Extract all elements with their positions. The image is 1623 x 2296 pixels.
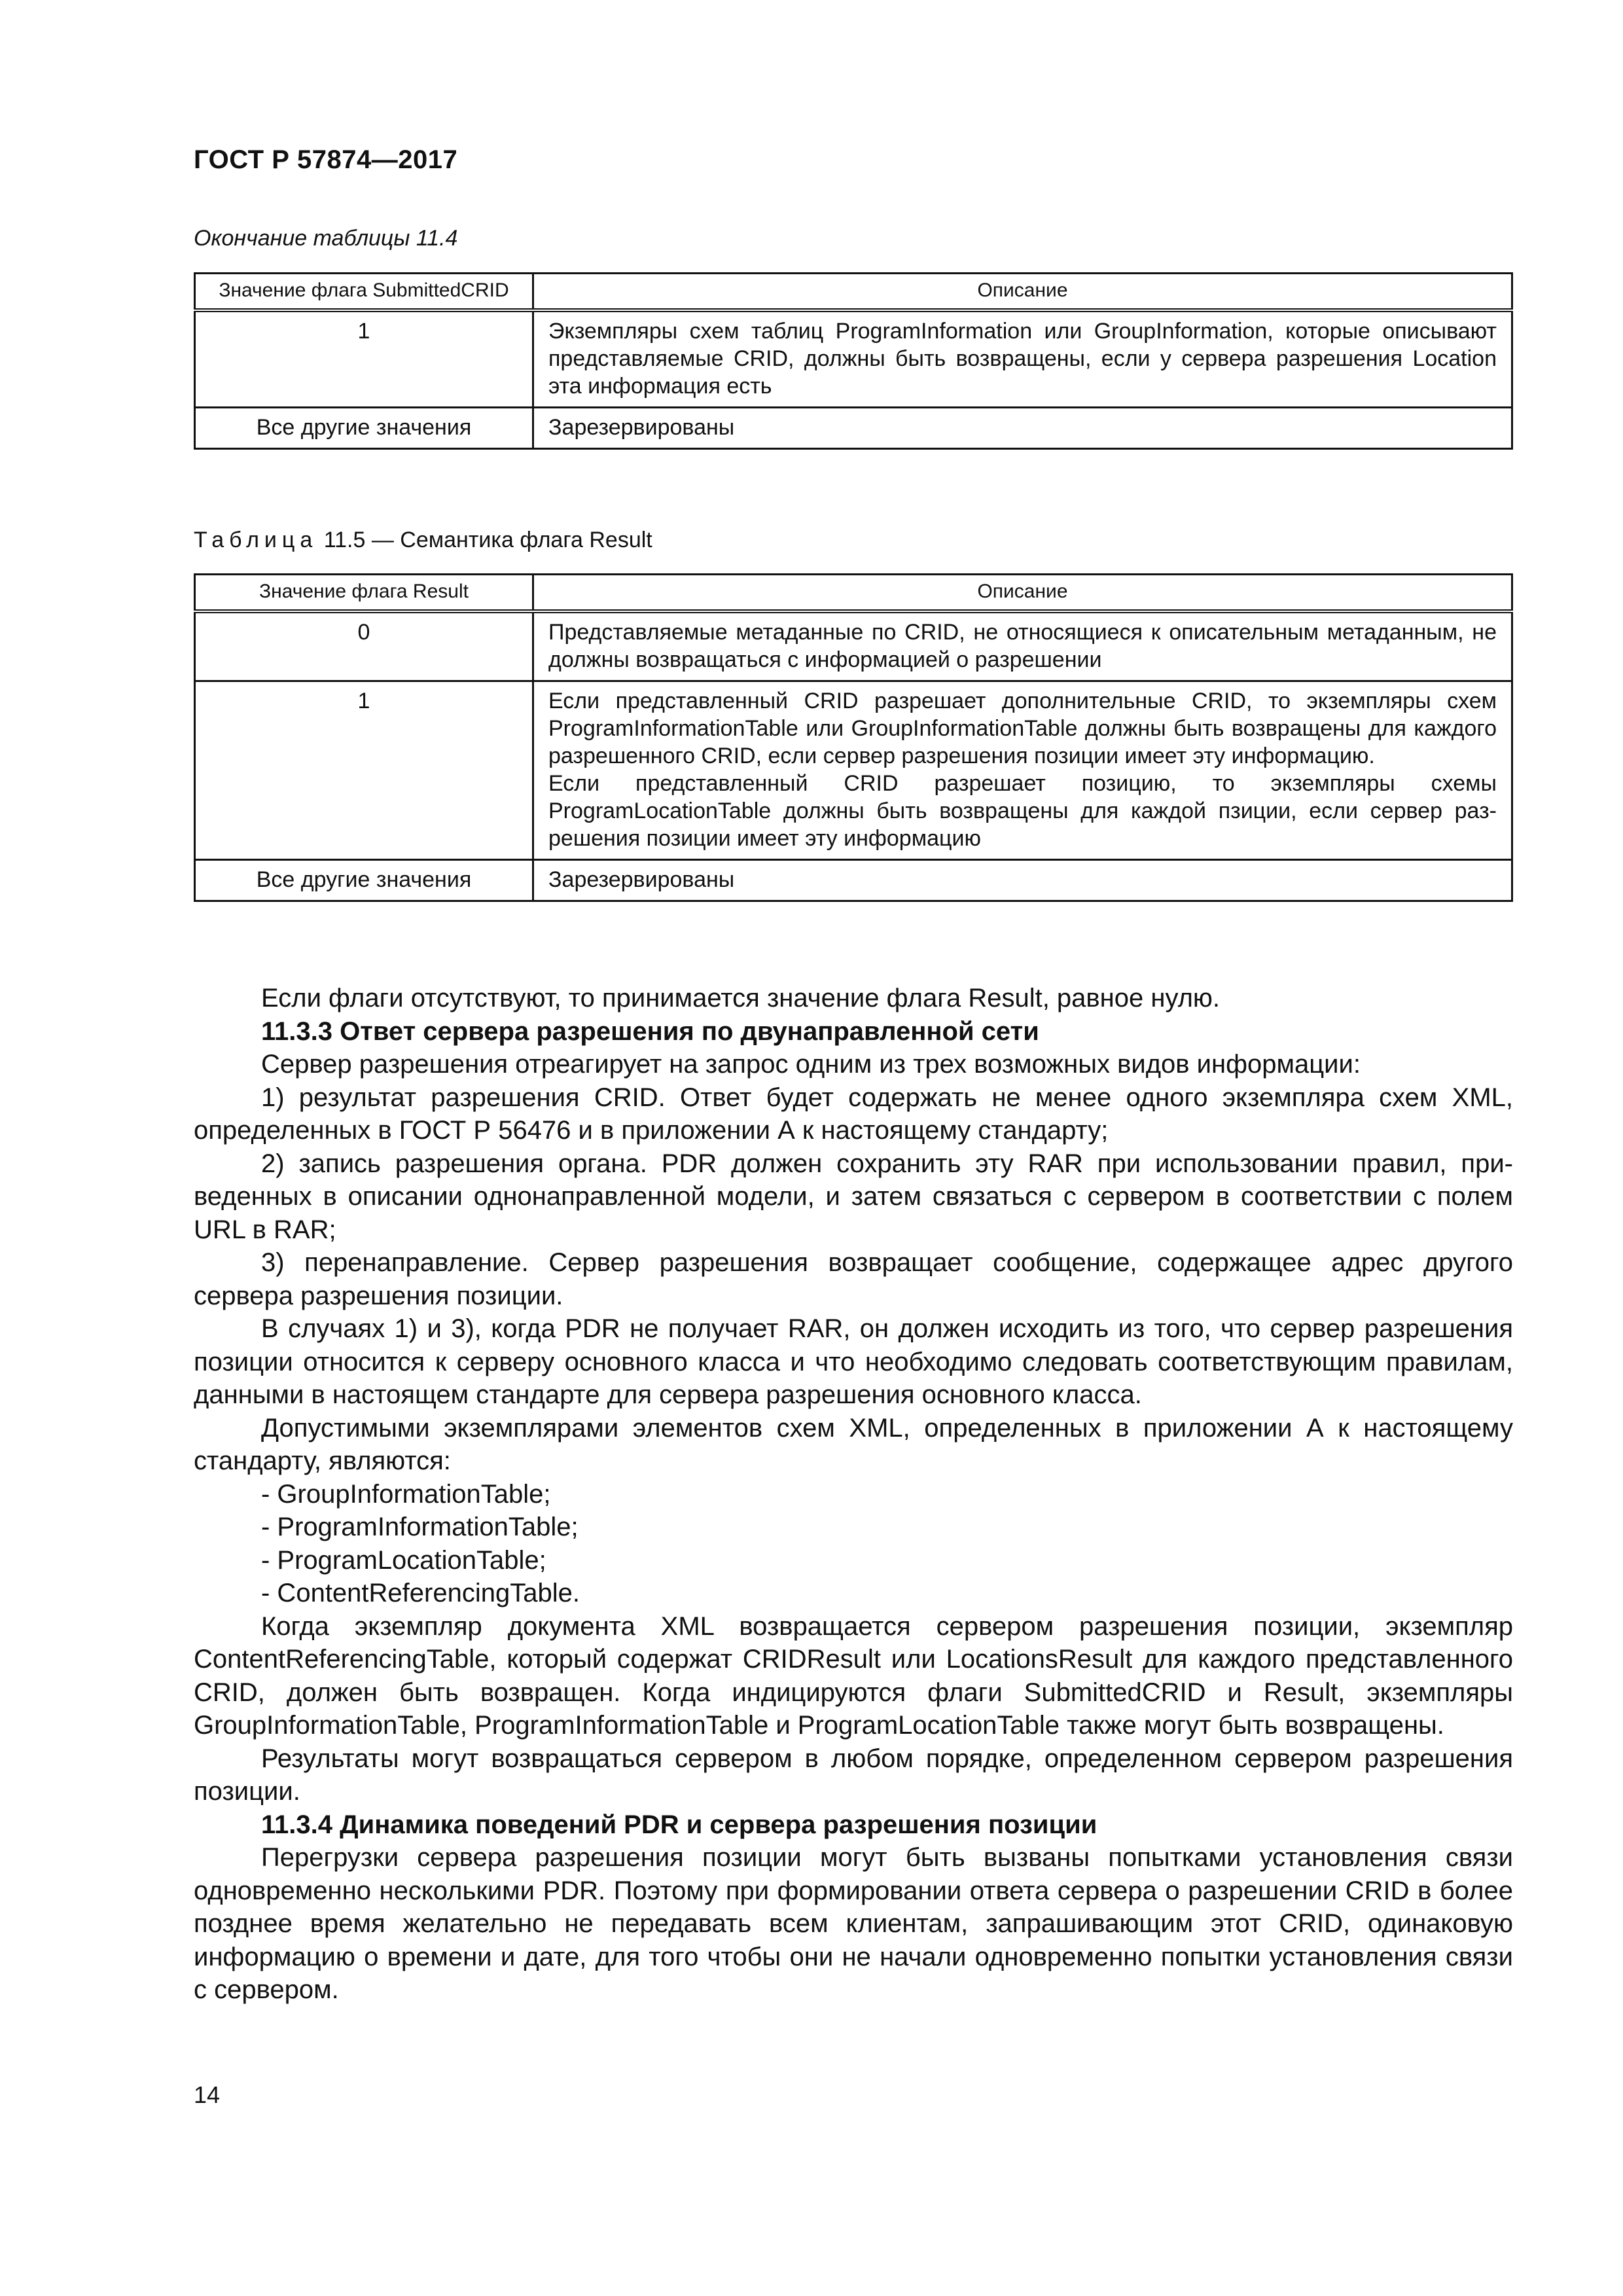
list-item: - ProgramInformationTable; [261, 1513, 579, 1541]
column-header-flag-value: Значение флага SubmittedCRID [195, 274, 533, 311]
list-item: - ProgramLocationTable; [261, 1545, 546, 1575]
table-row [195, 611, 1512, 681]
description-cell: Зарезервированы [533, 860, 1512, 901]
section-heading-11-3-3: 11.3.3 Ответ сервера разрешения по двунаправленной сети [261, 1016, 1039, 1046]
paragraph: Результаты могут возвращаться сервером в любом порядке, определенном сервером разрешения позиции. [194, 1744, 1513, 1806]
table-caption-word: Таблица [194, 528, 318, 552]
table-11-5-caption [194, 528, 652, 553]
flag-value-cell: 1 [195, 310, 533, 408]
paragraph: В случаях 1) и 3), когда PDR не получает RAR, он должен исходить из того, что сервер разрешения позиции относится к серверу основного класса и что необходимо следовать соответствующим правилам, данными в настоящем стандарте для сервера разрешения основного класса. [194, 1314, 1513, 1409]
description-cell: Представляемые метаданные по CRID, не относящиеся к описательным метаданным, не должны возвращаться с информацией о разрешении [533, 611, 1512, 681]
column-header-flag-value: Значение флага Result [195, 575, 533, 612]
body-text [194, 982, 1513, 2007]
paragraph: 1) результат разрешения CRID. Ответ будет содержать не менее одного экземпляра схем XML, определенных в ГОСТ Р 56476 и в приложении А к настоящему стандарту; [194, 1083, 1513, 1145]
column-header-description: Описание [533, 575, 1512, 612]
table-header-row [195, 274, 1512, 311]
paragraph: Сервер разрешения отреагирует на запрос одним из трех возможных видов информации: [261, 1050, 1361, 1079]
paragraph: 3) перенаправление. Сервер разрешения возвращает сообщение, содержащее адрес другого сервера разрешения позиции. [194, 1248, 1513, 1310]
description-cell: Экземпляры схем таблиц ProgramInformation или GroupInformation, которые описывают представляемые CRID, должны быть возвращены, если у сервера разрешения Location эта информация есть [533, 310, 1512, 408]
table-caption-title: 11.5 — Семантика флага Result [317, 528, 652, 552]
flag-value-cell: Все другие значения [195, 408, 533, 449]
table-11-5 [194, 573, 1513, 902]
paragraph: Когда экземпляр документа XML возвращается сервером разрешения позиции, экземпляр ContentReferencingTable, который содержат CRIDResult или LocationsResult для каждого представленного CRID, должен быть возвращен. Когда индицируются флаги SubmittedCRID и Result, экземпляры GroupInformationTable, ProgramInformationTable и ProgramLocationTable также могут быть возвращены. [194, 1611, 1513, 1740]
description-cell: Зарезервированы [533, 408, 1512, 449]
table-11-4-continuation-caption: Окончание таблицы 11.4 [194, 226, 458, 251]
paragraph: Если флаги отсутствуют, то принимается значение флага Result, равное нулю. [261, 984, 1221, 1013]
section-heading-11-3-4: 11.3.4 Динамика поведений PDR и сервера разрешения позиции [261, 1810, 1097, 1839]
paragraph: Перегрузки сервера разрешения позиции могут быть вызваны попытками установления связи одновременно несколькими PDR. Поэтому при формировании ответа сервера о разрешении CRID в более позднее время желательно не передавать всем клиентам, запрашивающим этот CRID, одинаковую информацию о времени и дате, для того чтобы они не начали одновременно попытки установления связи с сервером. [194, 1843, 1513, 2004]
paragraph: Допустимыми экземплярами элементов схем XML, определенных в приложении А к настоящему стандарту, являются: [194, 1413, 1513, 1475]
standard-header: ГОСТ Р 57874—2017 [194, 145, 458, 174]
description-paragraph: Если представленный CRID разрешает позицию, то экземпляры схемы ProgramLocationTable должны быть возвращены для каждой пзиции, если сервер разрешения позиции имеет эту информацию [548, 771, 1497, 851]
page-number: 14 [194, 2081, 221, 2108]
description-cell [533, 681, 1512, 860]
table-header-row [195, 575, 1512, 612]
table-row [195, 310, 1512, 408]
description-paragraph: Если представленный CRID разрешает дополнительные CRID, то экземпляры схем ProgramInformationTable или GroupInformationTable должны быть возвращены для каждого разрешенного CRID, если сервер разрешения позиции имеет эту информацию. [548, 689, 1497, 768]
paragraph: 2) запись разрешения органа. PDR должен сохранить эту RAR при использовании правил, приведенных в описании однонаправленной модели, и затем связаться с сервером в соответствии с полем URL в RAR; [194, 1149, 1513, 1244]
column-header-description: Описание [533, 274, 1512, 311]
list-item: - ContentReferencingTable. [261, 1579, 580, 1607]
list-item: - GroupInformationTable; [261, 1479, 551, 1509]
flag-value-cell: Все другие значения [195, 860, 533, 901]
table-row [195, 681, 1512, 860]
flag-value-cell: 1 [195, 681, 533, 860]
flag-value-cell: 0 [195, 611, 533, 681]
table-row [195, 860, 1512, 901]
table-11-4 [194, 272, 1513, 450]
table-row [195, 408, 1512, 449]
